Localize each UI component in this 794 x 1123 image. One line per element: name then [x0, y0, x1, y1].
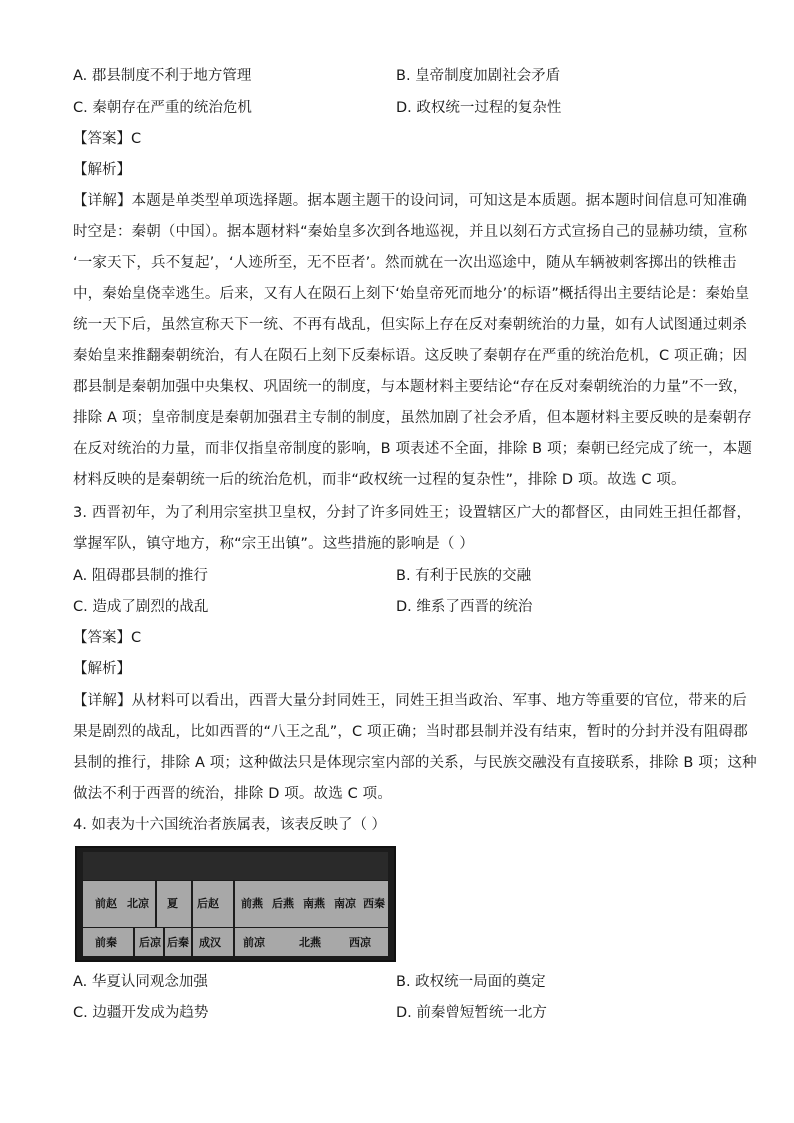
q2-detail-line: 排除 A 项；皇帝制度是秦朝加强君主专制的制度，虽然加剧了社会矛盾，但本题材料主要反映的是秦朝存	[73, 410, 752, 426]
q3-stem-line: 掌握军队，镇守地方，称“宗王出镇”。这些措施的影响是（ ）	[73, 536, 474, 552]
q4-option-a: A. 华夏认同观念加强	[73, 974, 208, 990]
q2-option-b: B. 皇帝制度加剧社会矛盾	[396, 68, 561, 84]
table-row	[83, 928, 388, 956]
table-header-band	[83, 852, 388, 880]
table-divider	[233, 881, 235, 927]
table-cell: 后凉	[139, 936, 161, 949]
q2-analysis-label: 【解析】	[73, 162, 131, 178]
table-cell: 南凉	[334, 897, 356, 910]
q2-detail-line: 秦始皇来推翻秦朝统治，有人在陨石上刻下反秦标语。这反映了秦朝存在严重的统治危机，C 项正确；因	[73, 348, 748, 364]
q4-option-d: D. 前秦曾短暂统一北方	[396, 1005, 547, 1021]
q3-detail	[73, 686, 757, 810]
table-cell: 前秦	[95, 936, 117, 949]
table-cell: 前燕	[241, 897, 263, 910]
table-cell: 后赵	[197, 897, 219, 910]
q3-detail-line: 县制的推行，排除 A 项；这种做法只是体现宗室内部的关系，与民族交融没有直接联系，排除 B 项；这种	[73, 755, 757, 771]
table-cell: 夏	[167, 897, 178, 910]
q3-analysis-label: 【解析】	[73, 661, 131, 677]
q2-option-a: A. 郡县制度不利于地方管理	[73, 68, 252, 84]
table-cell: 后燕	[272, 897, 294, 910]
table-cell: 前凉	[243, 936, 265, 949]
table-cell: 成汉	[199, 936, 221, 949]
q3-option-d: D. 维系了西晋的统治	[396, 599, 533, 615]
table-cell: 后秦	[167, 936, 189, 949]
table-cell: 西凉	[349, 936, 371, 949]
q2-detail-line: ‘一家天下，兵不复起’，‘人迹所至，无不臣者’。然而就在一次出巡途中，随从车辆被刺客掷出的铁椎击	[73, 255, 737, 271]
q2-detail-line: 在反对统治的力量，而非仅指皇帝制度的影响，B 项表述不全面，排除 B 项；秦朝已经完成了统一，本题	[73, 441, 753, 457]
q2-detail-line: 【详解】本题是单类型单项选择题。据本题主题干的设问词，可知这是本质题。据本题时间信息可知准确	[73, 193, 747, 209]
q2-detail-line: 材料反映的是秦朝统一后的统治危机，而非“政权统一过程的复杂性”，排除 D 项。故选 C 项。	[73, 472, 686, 488]
table-cell: 北凉	[127, 897, 149, 910]
q3-detail-line: 【详解】从材料可以看出，西晋大量分封同姓王，同姓王担当政治、军事、地方等重要的官位，带来的后	[73, 693, 747, 709]
q3-detail-line: 果是剧烈的战乱，比如西晋的“八王之乱”，C 项正确；当时郡县制并没有结束，暂时的分封并没有阻碍郡	[73, 724, 748, 740]
table-cell: 西秦	[363, 897, 385, 910]
q2-detail	[73, 186, 753, 496]
q3-answer: 【答案】C	[73, 630, 142, 646]
q4-option-c: C. 边疆开发成为趋势	[73, 1005, 209, 1021]
q4-stem: 4. 如表为十六国统治者族属表，该表反映了（ ）	[73, 817, 387, 833]
table-cell: 南燕	[303, 897, 325, 910]
q3-detail-line: 做法不利于西晋的统治，排除 D 项。故选 C 项。	[73, 786, 392, 802]
q3-stem-line: 3. 西晋初年，为了利用宗室拱卫皇权，分封了许多同姓王；设置辖区广大的都督区，由同姓王担任都督，	[73, 505, 752, 521]
q3-stem	[73, 498, 752, 560]
q2-option-d: D. 政权统一过程的复杂性	[396, 100, 562, 116]
table-divider	[233, 928, 235, 956]
table-cell: 前赵	[95, 897, 117, 910]
q3-option-b: B. 有利于民族的交融	[396, 568, 532, 584]
q3-option-a: A. 阻碍郡县制的推行	[73, 568, 208, 584]
table-row	[83, 881, 388, 927]
table-divider	[163, 928, 165, 956]
q2-detail-line: 时空是：秦朝（中国）。据本题材料“秦始皇多次到各地巡视，并且以刻石方式宣扬自己的显赫功绩，宣称	[73, 224, 748, 240]
q4-option-b: B. 政权统一局面的奠定	[396, 974, 546, 990]
dynasty-table	[75, 846, 396, 962]
q2-option-c: C. 秦朝存在严重的统治危机	[73, 100, 252, 116]
q2-detail-line: 统一天下后，虽然宣称天下一统、不再有战乱，但实际上存在反对秦朝统治的力量，如有人试图通过刺杀	[73, 317, 747, 333]
table-divider	[155, 881, 157, 927]
q2-detail-line: 中，秦始皇侥幸逃生。后来，又有人在陨石上刻下‘始皇帝死而地分’的标语”概括得出主要结论是：秦始皇	[73, 286, 750, 302]
table-divider	[191, 881, 193, 927]
table-cell: 北燕	[299, 936, 321, 949]
table-divider	[133, 928, 135, 956]
q2-answer: 【答案】C	[73, 131, 142, 147]
q3-option-c: C. 造成了剧烈的战乱	[73, 599, 209, 615]
table-divider	[191, 928, 193, 956]
q2-detail-line: 郡县制是秦朝加强中央集权、巩固统一的制度，与本题材料主要结论“存在反对秦朝统治的力量”不一致，	[73, 379, 748, 395]
